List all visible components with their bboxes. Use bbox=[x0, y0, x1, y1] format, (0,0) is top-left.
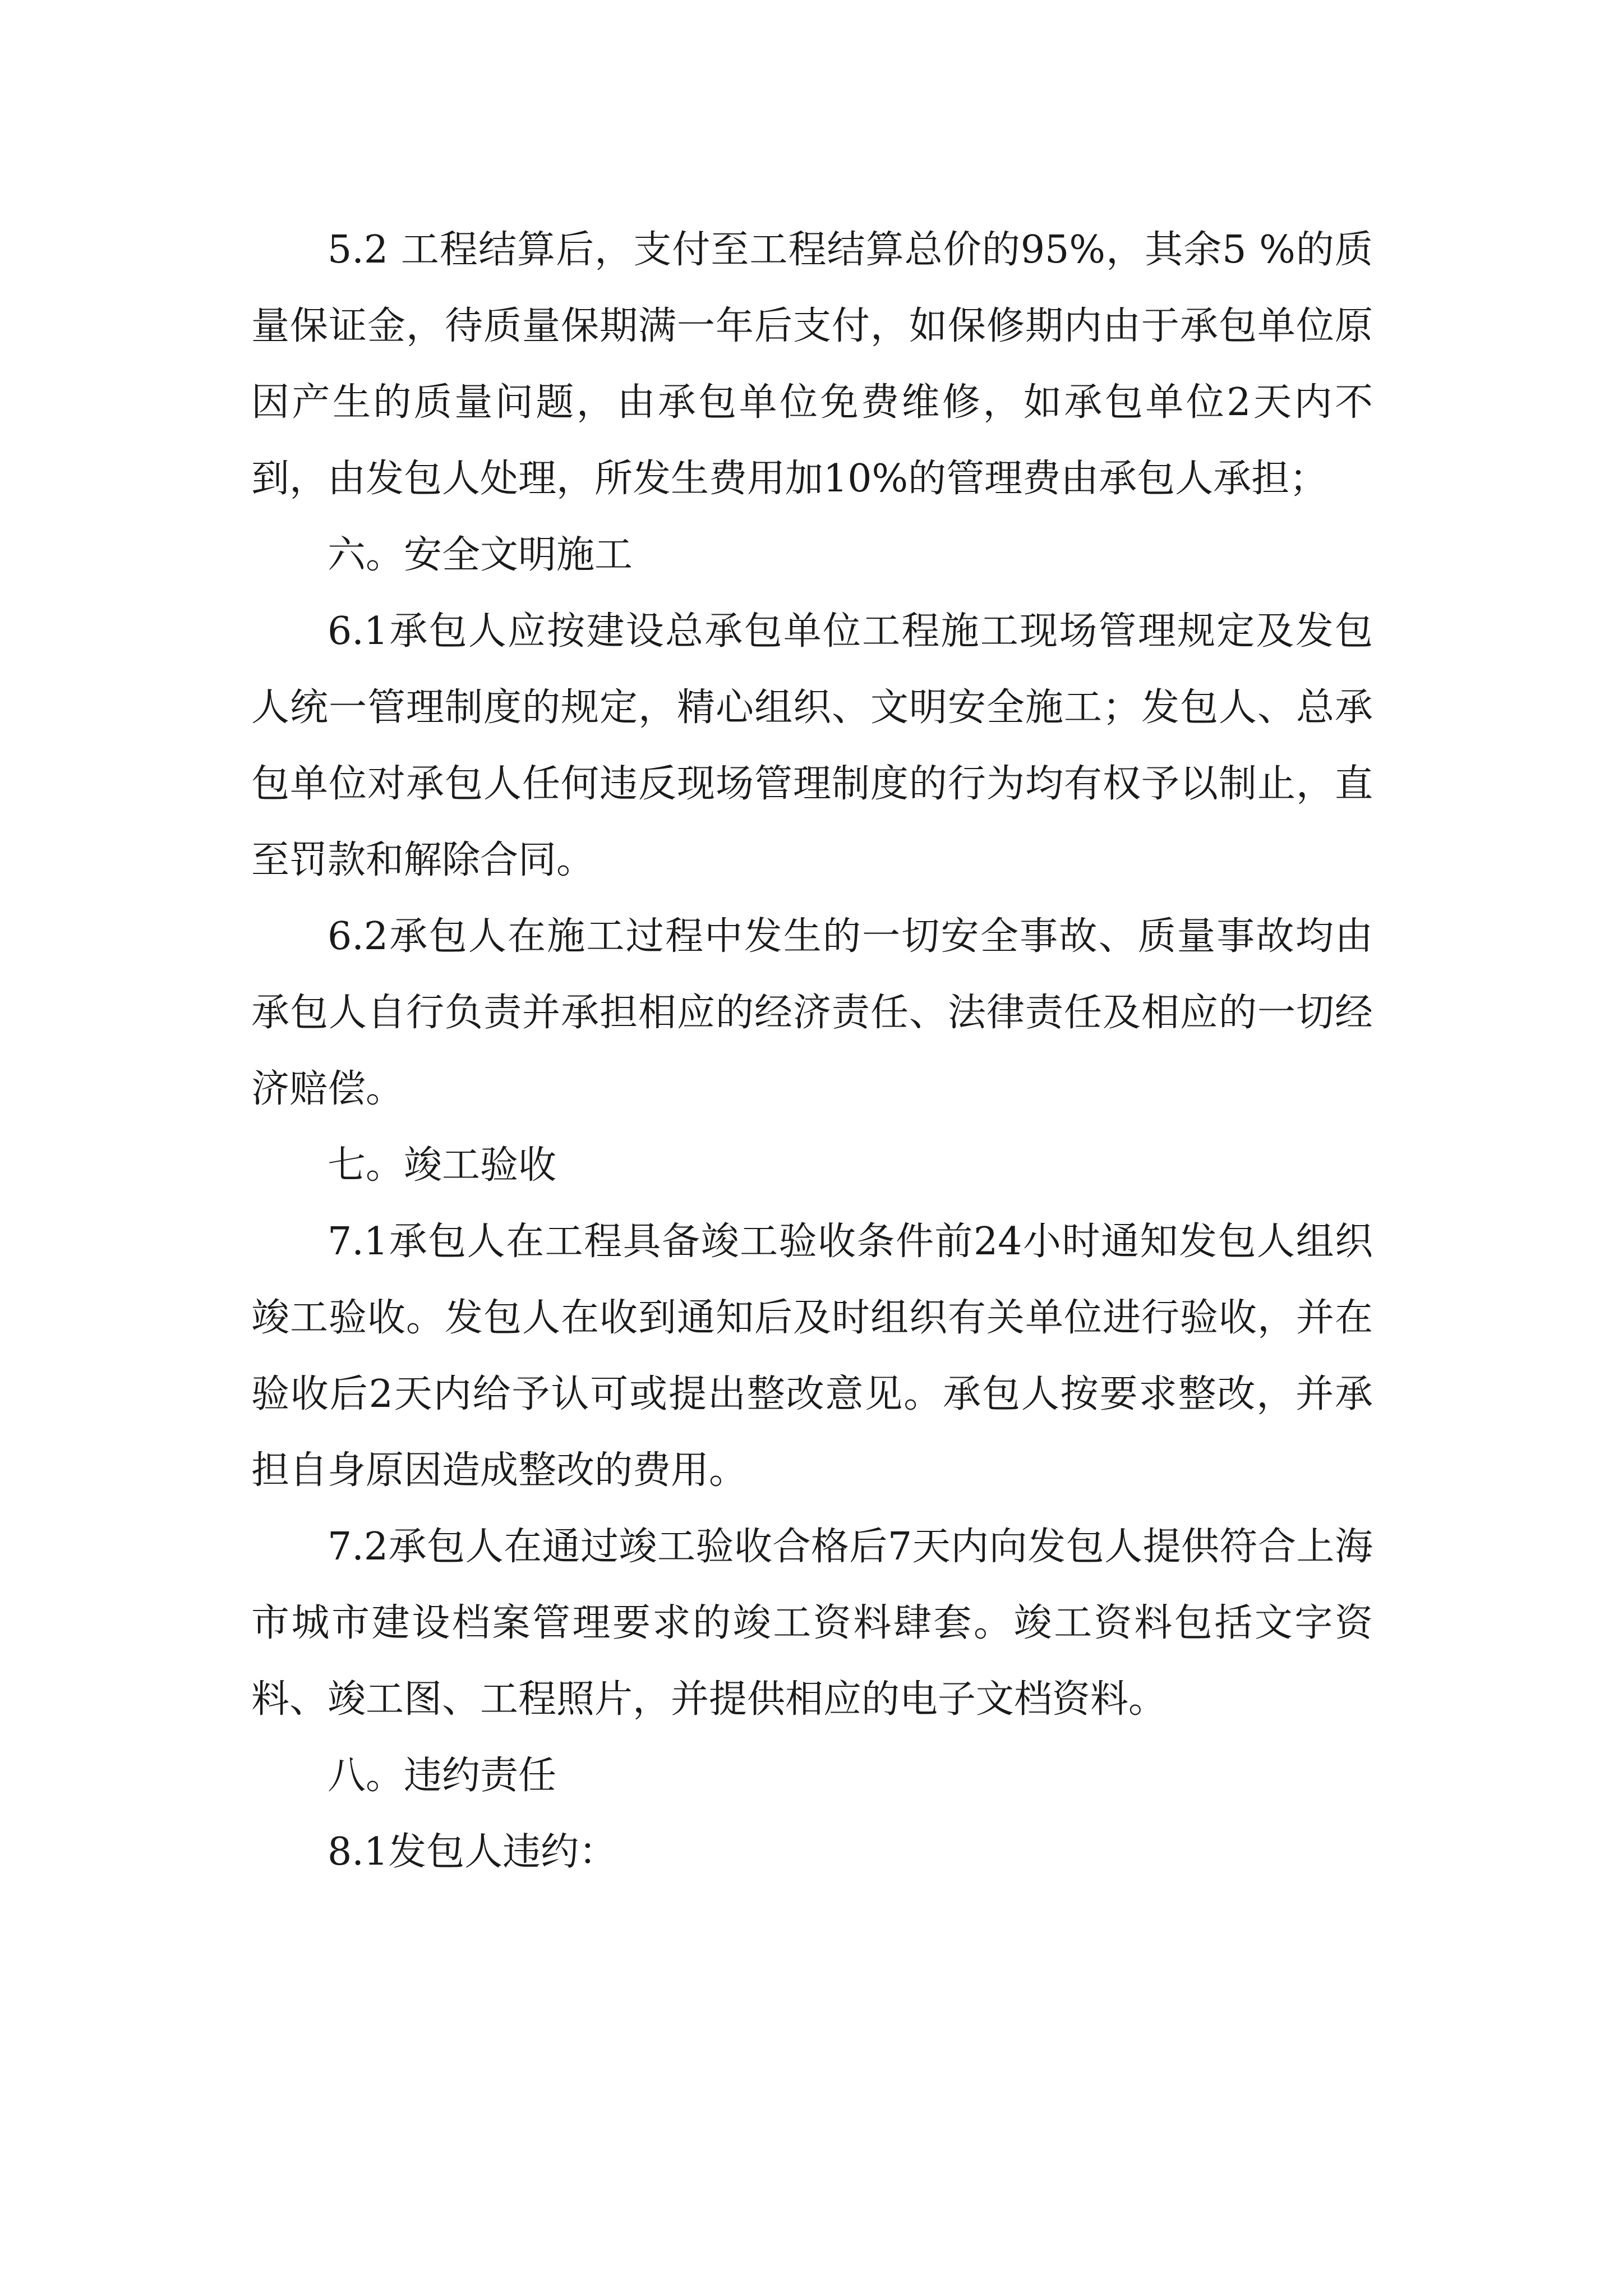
document-body bbox=[251, 212, 1373, 1890]
section-heading-liability: 八。违约责任 bbox=[328, 1754, 557, 1798]
clause-7-1: 7.1承包人在工程具备竣工验收条件前24小时通知发包人组织竣工验收。发包人在收到通知后及时组织有关单位进行验收，并在验收后2天内给予认可或提出整改意见。承包人按要求整改，并承担自身原因造成整改的费用。 bbox=[251, 1220, 1373, 1493]
clause-7-2: 7.2承包人在通过竣工验收合格后7天内向发包人提供符合上海市城市建设档案管理要求的竣工资料肆套。竣工资料包括文字资料、竣工图、工程照片，并提供相应的电子文档资料。 bbox=[251, 1525, 1373, 1722]
clause-6-2: 6.2承包人在施工过程中发生的一切安全事故、质量事故均由承包人自行负责并承担相应的经济责任、法律责任及相应的一切经济赔偿。 bbox=[251, 914, 1373, 1111]
clause-5-2: 5.2 工程结算后，支付至工程结算总价的95%，其余5 %的质量保证金，待质量保期满一年后支付，如保修期内由于承包单位原因产生的质量问题，由承包单位免费维修，如承包单位2天内不到，由发包人处理，所发生费用加10%的管理费由承包人承担； bbox=[251, 228, 1373, 501]
clause-6-1: 6.1承包人应按建设总承包单位工程施工现场管理规定及发包人统一管理制度的规定，精心组织、文明安全施工；发包人、总承包单位对承包人任何违反现场管理制度的行为均有权予以制止，直至罚款和解除合同。 bbox=[251, 609, 1373, 882]
clause-8-1: 8.1发包人违约： bbox=[328, 1830, 617, 1874]
section-heading-safety: 六。安全文明施工 bbox=[328, 533, 633, 577]
section-heading-acceptance: 七。竣工验收 bbox=[328, 1143, 557, 1188]
